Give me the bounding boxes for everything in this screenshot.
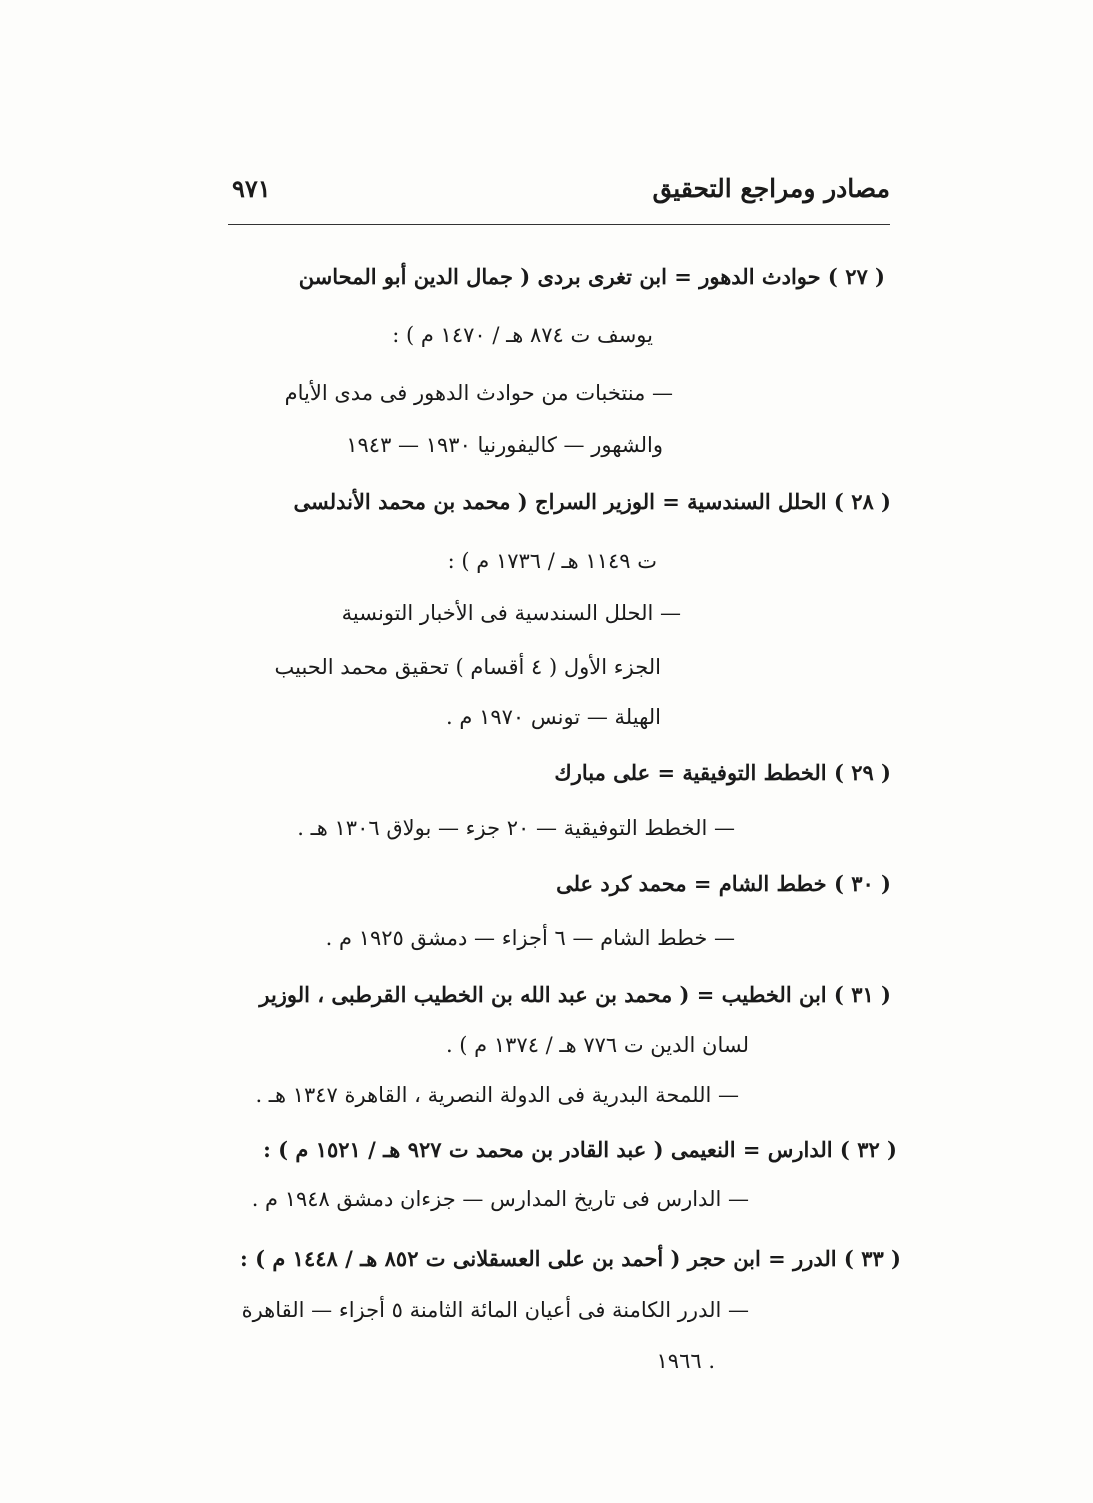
page-number: ٩٧١ (232, 174, 271, 203)
entry-29-work: — الخطط التوفيقية — ٢٠ جزء — بولاق ١٣٠٦ هـ . (297, 816, 735, 840)
entry-28-volume: الجزء الأول ( ٤ أقسام ) تحقيق محمد الحبيب (274, 655, 661, 679)
entry-27-publication: والشهور — كاليفورنيا ١٩٣٠ — ١٩٤٣ (346, 433, 663, 457)
entry-31-work: — اللمحة البدرية فى الدولة النصرية ، القاهرة ١٣٤٧ هـ . (255, 1083, 739, 1107)
entry-33-work: — الدرر الكامنة فى أعيان المائة الثامنة ٥ أجزاء — القاهرة (241, 1298, 749, 1322)
entry-28-work-title: — الحلل السندسية فى الأخبار التونسية (341, 601, 681, 625)
page-header (228, 168, 890, 208)
entry-31-heading: ( ٣١ ) ابن الخطيب = ( محمد بن عبد الله بن الخطيب القرطبى ، الوزير (259, 982, 891, 1007)
entry-28-continuation: ت ١١٤٩ هـ / ١٧٣٦ م ) : (447, 549, 657, 573)
entry-32-work: — الدارس فى تاريخ المدارس — جزءان دمشق ١٩٤٨ م . (251, 1187, 749, 1211)
entry-27-heading: ( ٢٧ ) حوادث الدهور = ابن تغرى بردى ( جمال الدين أبو المحاسن (298, 264, 885, 289)
entry-27-continuation: يوسف ت ٨٧٤ هـ / ١٤٧٠ م ) : (392, 323, 653, 347)
entry-28-heading: ( ٢٨ ) الحلل السندسية = الوزير السراج ( محمد بن محمد الأندلسى (293, 489, 891, 514)
entry-27-work-title: — منتخبات من حوادث الدهور فى مدى الأيام (284, 381, 673, 405)
entry-31-continuation: لسان الدين ت ٧٧٦ هـ / ١٣٧٤ م ) . (445, 1033, 749, 1057)
entry-30-heading: ( ٣٠ ) خطط الشام = محمد كرد على (556, 871, 891, 896)
header-divider (228, 224, 890, 225)
running-title: مصادر ومراجع التحقيق (652, 174, 890, 203)
entry-28-publication: الهيلة — تونس ١٩٧٠ م . (446, 705, 661, 729)
entry-32-heading: ( ٣٢ ) الدارس = النعيمى ( عبد القادر بن محمد ت ٩٢٧ هـ / ١٥٢١ م ) : (263, 1137, 897, 1162)
entry-33-heading: ( ٣٣ ) الدرر = ابن حجر ( أحمد بن على العسقلانى ت ٨٥٢ هـ / ١٤٤٨ م ) : (240, 1246, 901, 1271)
entry-30-work: — خطط الشام — ٦ أجزاء — دمشق ١٩٢٥ م . (325, 926, 735, 950)
entry-29-heading: ( ٢٩ ) الخطط التوفيقية = على مبارك (554, 760, 891, 785)
entry-33-date: ١٩٦٦ . (656, 1349, 715, 1373)
